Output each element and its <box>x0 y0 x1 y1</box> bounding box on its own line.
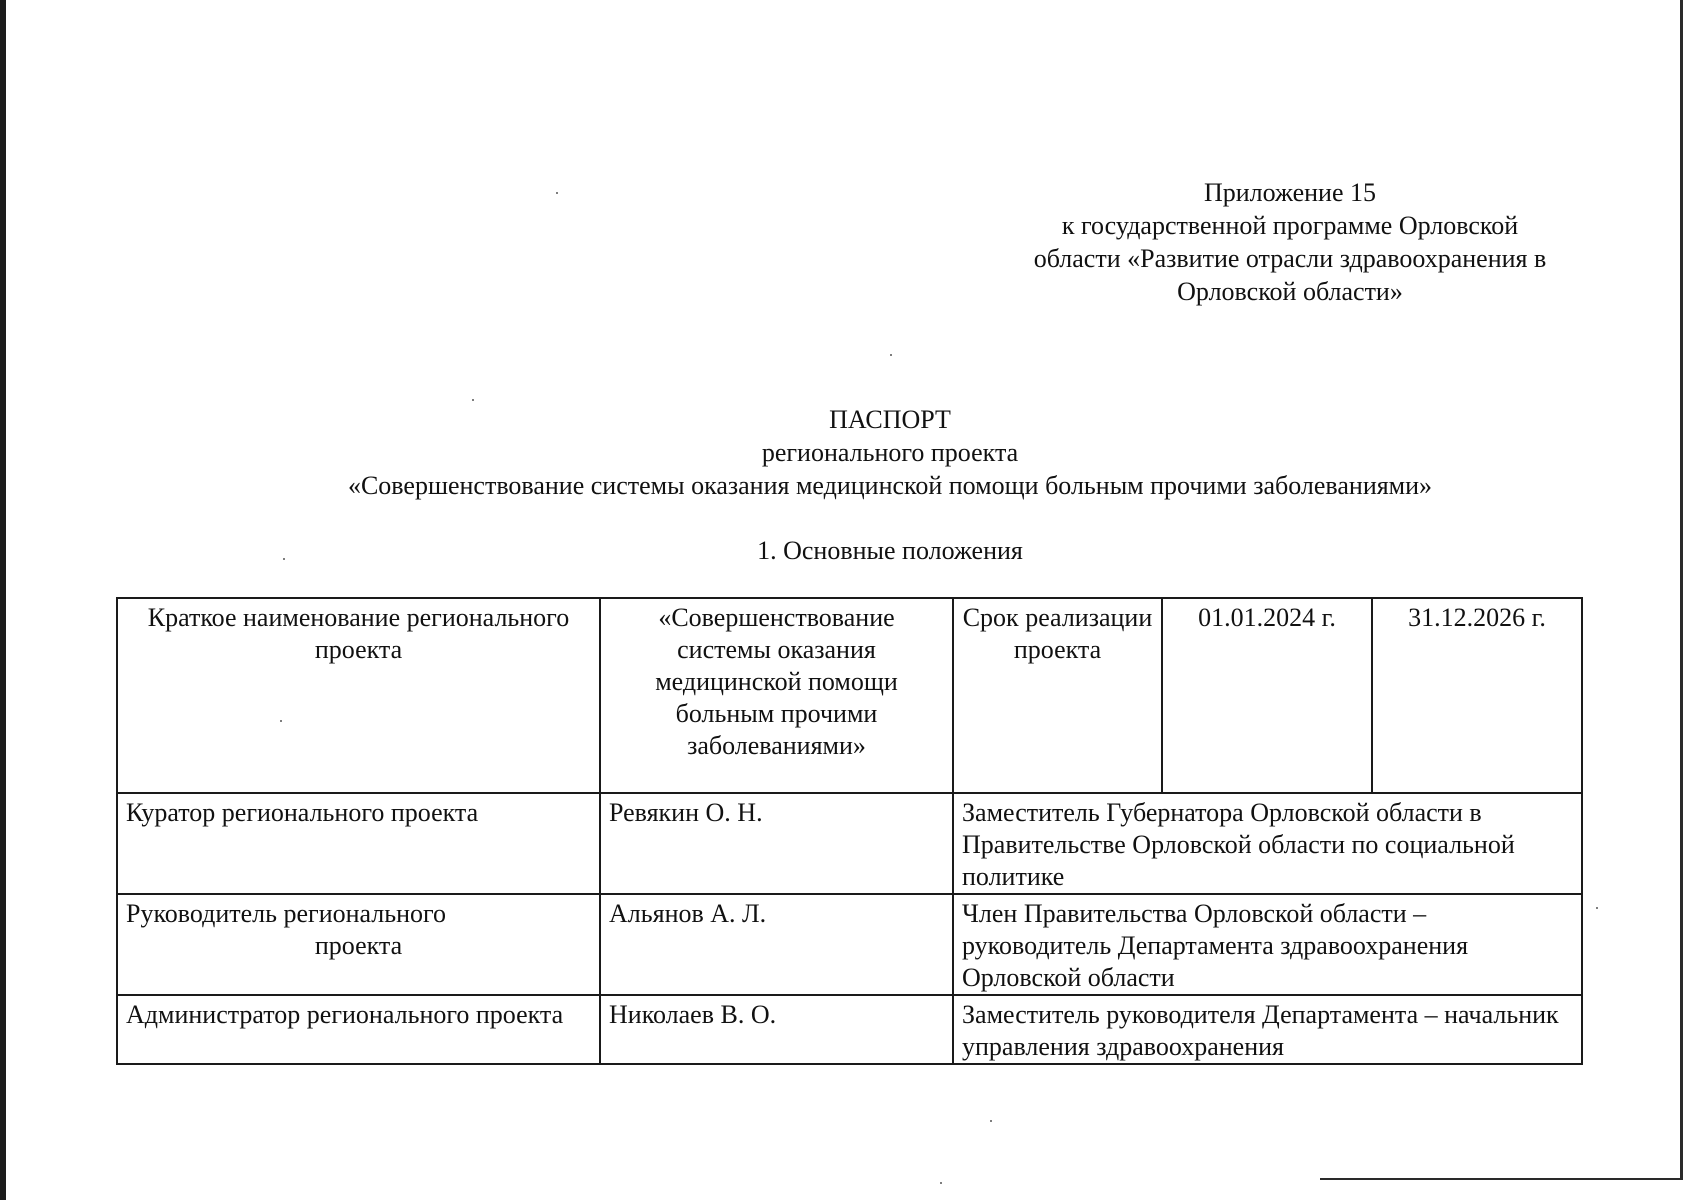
table-row <box>117 598 1582 793</box>
curator-position: Заместитель Губернатора Орловской области в Правительстве Орловской области по социальной политике <box>953 793 1582 894</box>
scan-speck <box>990 1120 992 1122</box>
scan-edge-left <box>0 0 6 1200</box>
appendix-number: Приложение 15 <box>1203 178 1377 207</box>
start-date: 01.01.2024 г. <box>1162 598 1372 793</box>
curator-person: Ревякин О. Н. <box>600 793 953 894</box>
head-label-line: проекта <box>314 931 403 960</box>
scan-speck <box>890 354 892 356</box>
title-subtitle: регионального проекта <box>761 438 1019 467</box>
administrator-label: Администратор регионального проекта <box>117 995 600 1064</box>
head-person: Альянов А. Л. <box>600 894 953 995</box>
section-heading: 1. Основные положения <box>757 536 1023 565</box>
document-title <box>150 403 1630 502</box>
head-label <box>117 894 600 995</box>
title-passport: ПАСПОРТ <box>829 405 951 434</box>
short-name-value: «Совершенствование системы оказания медицинской помощи больным прочими заболеваниями» <box>600 598 953 793</box>
scan-speck <box>472 399 474 401</box>
administrator-position: Заместитель руководителя Департамента – начальник управления здравоохранения <box>953 995 1582 1064</box>
appendix-header <box>980 176 1600 308</box>
scan-edge-bottom <box>1320 1178 1682 1180</box>
end-date: 31.12.2026 г. <box>1372 598 1582 793</box>
administrator-person: Николаев В. О. <box>600 995 953 1064</box>
appendix-program-line: Орловской области» <box>1177 277 1403 306</box>
scan-speck <box>940 1182 942 1184</box>
project-passport-table <box>116 597 1583 1065</box>
head-position: Член Правительства Орловской области – руководитель Департамента здравоохранения Орловской области <box>953 894 1582 995</box>
appendix-program-line: области «Развитие отрасли здравоохранения в <box>1033 244 1547 273</box>
table-row <box>117 995 1582 1064</box>
term-label: Срок реализации проекта <box>953 598 1162 793</box>
scan-speck <box>556 192 558 194</box>
table-row <box>117 793 1582 894</box>
title-project-name: «Совершенствование системы оказания медицинской помощи больным прочими заболеваниями» <box>347 471 1433 500</box>
appendix-program-line: к государственной программе Орловской <box>1061 211 1519 240</box>
curator-label: Куратор регионального проекта <box>117 793 600 894</box>
head-label-line: Руководитель регионального <box>126 899 447 928</box>
short-name-label: Краткое наименование регионального проекта <box>117 598 600 793</box>
table-row <box>117 894 1582 995</box>
scan-speck <box>1596 907 1598 909</box>
scan-edge-right <box>1680 0 1683 1180</box>
